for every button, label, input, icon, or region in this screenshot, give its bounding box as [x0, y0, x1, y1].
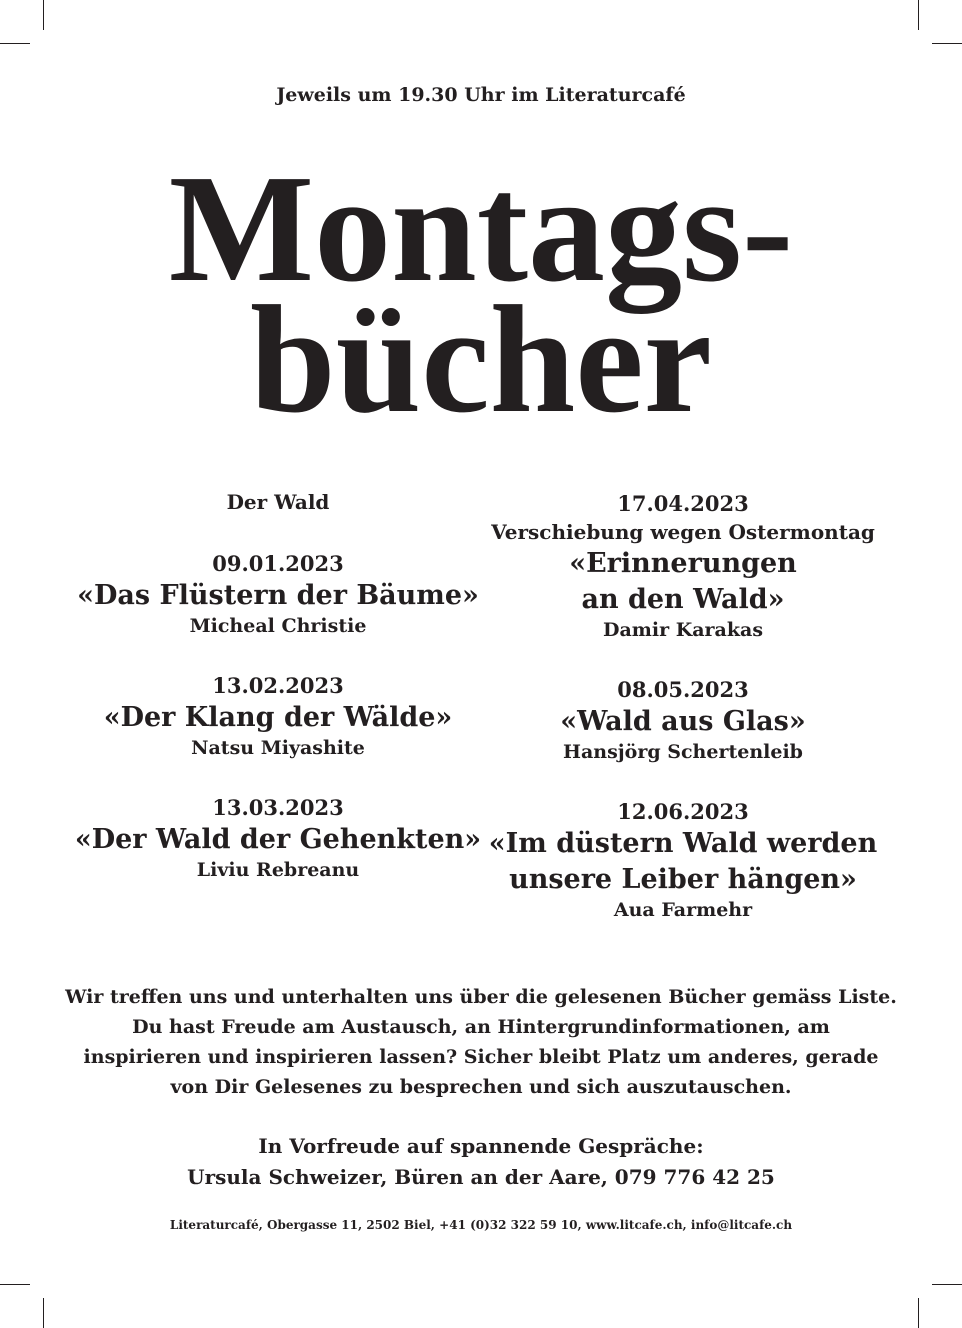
event-date: 17.04.2023: [617, 491, 749, 516]
series-label: Der Wald: [226, 490, 330, 514]
page-title-line2: bücher: [250, 275, 712, 445]
description: [60, 982, 902, 1102]
footer-contact: Literaturcafé, Obergasse 11, 2502 Biel, +41 (0)32 322 59 10, www.litcafe.ch, info@litcafe.ch: [169, 1218, 793, 1232]
book-title: unsere Leiber hängen»: [509, 864, 857, 895]
book-title: «Im düstern Wald werden: [488, 828, 878, 859]
event-date: 12.06.2023: [617, 799, 749, 824]
event-note: Verschiebung wegen Ostermontag: [491, 520, 875, 544]
event-item: [443, 676, 923, 764]
book-title: «Wald aus Glas»: [560, 706, 806, 737]
page-title-line1: Montags-: [168, 144, 794, 314]
event-date: 13.03.2023: [212, 795, 344, 820]
book-author: Hansjörg Schertenleib: [563, 741, 803, 763]
description-line: Du hast Freude am Austausch, an Hintergrundinformationen, am: [132, 1016, 830, 1038]
book-author: Micheal Christie: [189, 615, 367, 637]
crop-mark: [918, 1298, 919, 1328]
crop-mark: [918, 0, 919, 30]
right-column: [443, 490, 923, 922]
book-title: «Erinnerungen: [569, 548, 797, 579]
description-line: inspirieren und inspirieren lassen? Sicher bleibt Platz um anderes, gerade: [83, 1046, 879, 1068]
contact-line: Ursula Schweizer, Büren an der Aare, 079 776 42 25: [187, 1165, 775, 1189]
crop-mark: [43, 1298, 44, 1328]
crop-mark: [0, 43, 30, 44]
book-author: Aua Farmehr: [613, 899, 753, 921]
event-item: [443, 798, 923, 922]
book-title: «Der Klang der Wälde»: [103, 702, 453, 733]
crop-mark: [932, 1284, 962, 1285]
signoff: [60, 1131, 902, 1193]
event-date: 13.02.2023: [212, 673, 344, 698]
event-item: [443, 490, 923, 642]
description-line: Wir treffen uns und unterhalten uns über die gelesenen Bücher gemäss Liste.: [65, 986, 897, 1008]
description-line: von Dir Gelesenes zu besprechen und sich auszutauschen.: [170, 1076, 792, 1098]
book-title: «Das Flüstern der Bäume»: [77, 580, 479, 611]
book-title: «Der Wald der Gehenkten»: [74, 824, 482, 855]
book-author: Liviu Rebreanu: [196, 859, 360, 881]
event-date: 09.01.2023: [212, 551, 344, 576]
crop-mark: [43, 0, 44, 30]
book-author: Damir Karakas: [602, 619, 764, 641]
event-date: 08.05.2023: [617, 677, 749, 702]
book-author: Natsu Miyashite: [191, 737, 365, 759]
crop-mark: [0, 1284, 30, 1285]
book-title: an den Wald»: [581, 584, 785, 615]
crop-mark: [932, 43, 962, 44]
signoff-line: In Vorfreude auf spannende Gespräche:: [258, 1134, 704, 1158]
event-time-subtitle: Jeweils um 19.30 Uhr im Literaturcafé: [276, 84, 686, 106]
